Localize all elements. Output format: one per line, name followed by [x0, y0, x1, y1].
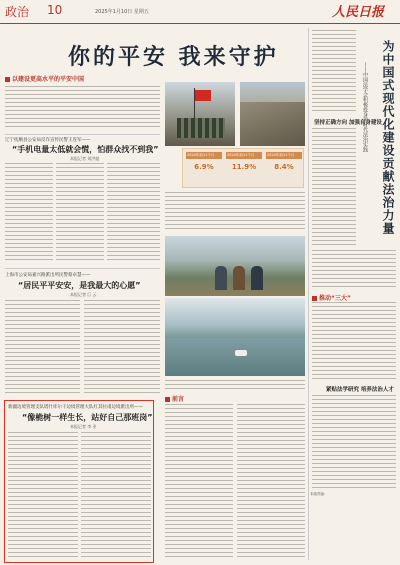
stat-label: 2024年前11个月 [266, 152, 302, 159]
commentary-col2 [237, 404, 305, 558]
center-text-1 [165, 192, 305, 232]
editor-line: 本版责编： [310, 492, 328, 496]
story2-byline: 本报记者 巨 云 [70, 292, 97, 297]
lead-text [5, 86, 160, 130]
page-number: 10 [47, 3, 63, 17]
feature-subhead-2: 紧贴法学研究 培养法治人才 [326, 387, 394, 393]
divider [5, 268, 160, 269]
masthead [0, 0, 400, 24]
story1-byline: 本报记者 刘洪超 [70, 156, 100, 161]
newspaper-logo: 人民日报 [331, 5, 384, 20]
column-divider [308, 28, 309, 560]
story1-col2 [56, 163, 104, 263]
feature-text-3 [312, 250, 396, 290]
feature-text-2 [312, 128, 356, 248]
stat-label: 2024年前11个月 [226, 152, 262, 159]
community-photo [165, 236, 305, 296]
stat-value: 6.9% [194, 163, 214, 171]
patrol-photo [240, 82, 305, 146]
divider [5, 134, 160, 135]
story3-headline: “像桅树一样生长，站好自己那班岗” [22, 413, 153, 422]
stats-panel [182, 148, 304, 188]
stat-card [226, 152, 262, 186]
story2-col1 [5, 300, 80, 396]
page-headline: 你的平安 我来守护 [68, 45, 279, 70]
commentary-tag: 前言 [165, 394, 184, 403]
stat-value: 8.4% [274, 163, 294, 171]
stat-label: 2024年前11个月 [186, 152, 222, 159]
story2-kicker: 上海市公安局嘉兴路派出所民警蔡卓慧—— [5, 273, 91, 278]
photo-caption [165, 380, 305, 392]
banner-tag: 以建设更高水平的平安中国 [5, 74, 84, 83]
story1-headline: “手机电量太低就会慌，怕群众找不到我” [12, 145, 159, 154]
story3-kicker: 新疆边境管理支队塔什库尔干边境管理大队红其拉甫边境派出所—— [8, 405, 143, 410]
feature-subtitle: ——中国法学会积极投身新时代法治实践 [362, 62, 368, 152]
story1-kicker: 辽宁抚顺县公安局反诈宣传民警王连军—— [5, 138, 91, 143]
story3-col1 [8, 432, 78, 558]
feature-text-4 [312, 302, 396, 382]
feature-title: 为中国式现代化建设贡献法治力量 [381, 40, 395, 235]
commentary-col1 [165, 404, 233, 558]
stat-card [186, 152, 222, 186]
story1-col1 [5, 163, 53, 263]
section-name: 政治 [5, 5, 30, 19]
story3-byline: 本报记者 李 亚 [70, 424, 97, 429]
story2-headline: “居民平平安安，是我最大的心愿” [18, 281, 141, 290]
flag-raising-photo [165, 82, 235, 146]
feature-text-5 [312, 395, 396, 489]
feature-text-1 [312, 30, 356, 114]
river-photo [165, 298, 305, 376]
story1-col3 [107, 163, 160, 263]
stat-card [266, 152, 302, 186]
feature-subhead-1: 坚持正确方向 加强自身建设 [314, 120, 382, 126]
editor-credits [310, 492, 328, 497]
stat-value: 11.9% [231, 163, 257, 171]
story3-col2 [81, 432, 151, 558]
feature-tag-1: 推动“三大” [312, 293, 351, 302]
story2-col2 [84, 300, 160, 396]
issue-date: 2025年1月10日 星期五 [95, 9, 149, 15]
